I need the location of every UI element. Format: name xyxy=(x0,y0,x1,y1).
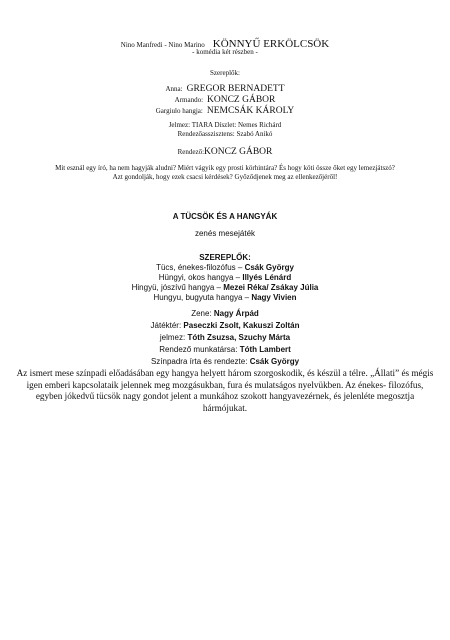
play-title: KÖNNYŰ ERKÖLCSÖK xyxy=(212,38,330,50)
description-paragraph: Az ismert mese színpadi előadásában egy hangya helyett három szorgoskodik, és készül a télre. „Állati” és mégis igen emberi kapcsolataik jelennek meg mozgásukban, fura és mulatságos nyelvükben. Az énekes- filozófus, egyben jókedvű tücsök nagy gondot jelent a munkához szokott hangyavezérnek, és jelenléte megosztja hármójukat. xyxy=(16,368,434,413)
section-subtitle: zenés mesejáték xyxy=(194,229,256,238)
credit-role: Játéktér: xyxy=(150,321,184,330)
credit-row xyxy=(0,333,450,342)
credit-row xyxy=(0,309,450,318)
credit-row xyxy=(0,357,450,366)
section-title: A TÜCSÖK ÉS A HANGYÁK xyxy=(172,212,278,221)
cast-actor: GREGOR BERNADETT xyxy=(186,84,285,94)
credit-row xyxy=(0,321,450,330)
cast-role: Tücs, énekes-filozófus – xyxy=(156,263,245,272)
blurb-line: Mit esznál egy író, ha nem hagyják aludni? Miért vágyik egy prosti körhintára? És hogy köti össze őket egy lemezjátszó? xyxy=(55,164,395,172)
blurb-line: Azt gondolják, hogy ezek csacsi kérdések? Győződjenek meg az ellenkezőjéről! xyxy=(112,173,338,181)
cast-actor: Mezei Réka/ Zsákay Júlia xyxy=(223,283,319,292)
credit-name: Tóth Zsuzsa, Szuchy Márta xyxy=(187,333,291,342)
director-name: KONCZ GÁBOR xyxy=(204,147,273,157)
credit-name: Nagy Árpád xyxy=(213,309,259,318)
credit-role: Zene: xyxy=(191,309,214,318)
cast-row xyxy=(0,283,450,292)
credit-name: Paseczki Zsolt, Kakuszi Zoltán xyxy=(183,321,300,330)
credits-line: Jelmez: TIARA Díszlet: Nemes Richárd xyxy=(168,121,282,129)
credit-role: Rendező munkatársa: xyxy=(159,345,240,354)
credit-role: Színpadra írta és rendezte: xyxy=(150,357,250,366)
play-subtitle: - komédia két részben - xyxy=(192,48,258,56)
credit-name: Tóth Lambert xyxy=(239,345,291,354)
cast-row xyxy=(0,100,450,118)
credits-line: Rendezőasszisztens: Szabó Anikó xyxy=(177,130,273,138)
credit-role: jelmez: xyxy=(159,333,188,342)
cast-role: Gargiulo hangja: xyxy=(155,107,203,115)
credit-name: Csák György xyxy=(249,357,300,366)
cast-actor: Illyés Lénárd xyxy=(242,273,292,282)
cast-row xyxy=(0,263,450,272)
cast-heading: Szereplők: xyxy=(210,69,240,77)
director-line xyxy=(0,141,450,159)
cast-row xyxy=(0,293,450,302)
cast-role: Anna: xyxy=(165,85,183,93)
cast-heading: SZEREPLŐK: xyxy=(199,253,251,262)
cast-role: Hungyu, bugyuta hangya – xyxy=(153,293,252,302)
cast-role: Hingyü, jószívű hangya – xyxy=(131,283,224,292)
cast-actor: Nagy Vivien xyxy=(251,293,297,302)
cast-actor: NEMCSÁK KÁROLY xyxy=(206,106,295,116)
cast-actor: Csák György xyxy=(244,263,294,272)
director-label: Rendező: xyxy=(177,148,205,156)
cast-row xyxy=(0,273,450,282)
authors: Nino Manfredi - Nino Marino xyxy=(120,41,205,49)
cast-role: Armando: xyxy=(174,96,204,104)
credit-row xyxy=(0,345,450,354)
cast-actor: KONCZ GÁBOR xyxy=(207,95,276,105)
cast-role: Hüngyi, okos hangya – xyxy=(158,273,243,282)
